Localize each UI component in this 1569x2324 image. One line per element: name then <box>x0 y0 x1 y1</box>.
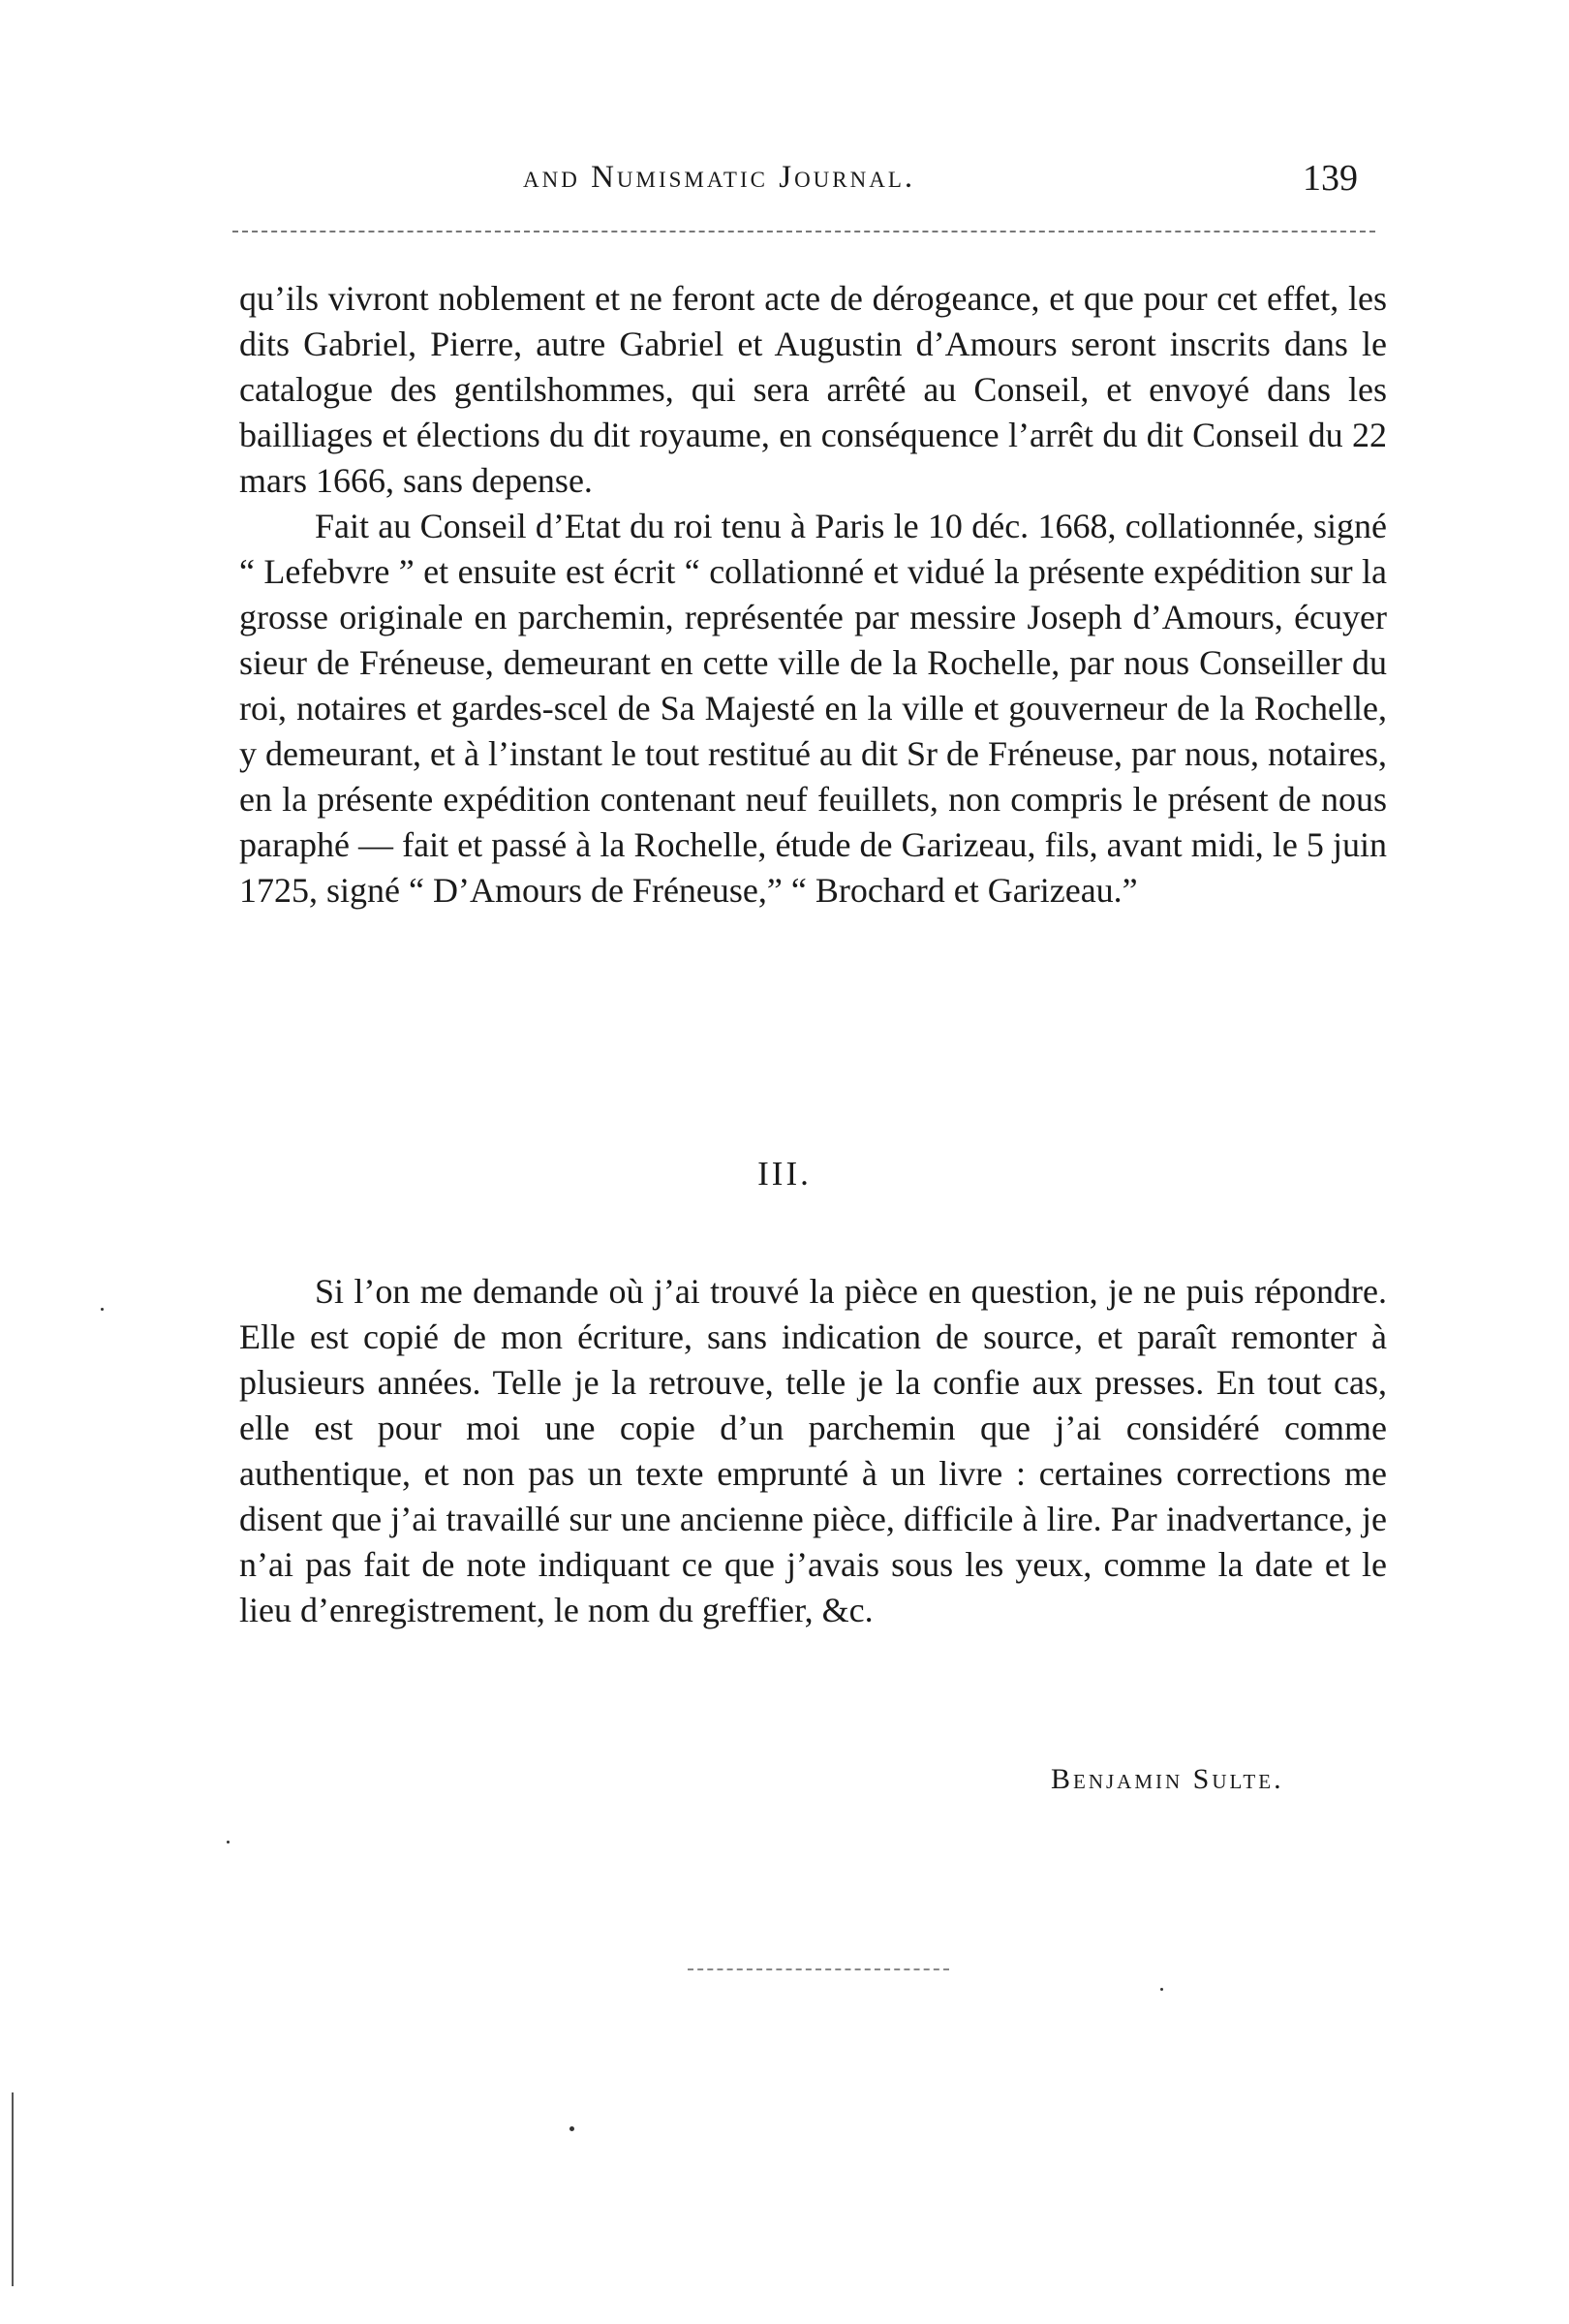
body-text-lower <box>239 1269 1387 1633</box>
paragraph-continuation: qu’ils vivront noblement et ne feront acte de dérogeance, et que pour cet effet, les dits Gabriel, Pierre, autre Gabriel et Augustin d’Amours seront inscrits dans le catalogue des gentilshommes, qui sera arrêté au Conseil, et envoyé dans les bailliages et élections du dit royaume, en conséquence l’arrêt du dit Conseil du 22 mars 1666, sans depense. <box>239 279 1387 500</box>
running-head: and Numismatic Journal. <box>523 160 916 195</box>
paragraph-fait-au-conseil: Fait au Conseil d’Etat du roi tenu à Paris le 10 déc. 1668, collationnée, signé “ Lefebvre ” et ensuite est écrit “ collationné et vidué la présente expédition sur la grosse originale en parchemin, représentée par messire Joseph d’Amours, écuyer sieur de Fréneuse, demeurant en cette ville de la Rochelle, par nous Conseiller du roi, notaires et gardes-scel de Sa Majesté en la ville et gouverneur de la Rochelle, y demeurant, et à l’instant le tout restitué au dit Sr de Fréneuse, par nous, notaires, en la présente expédition contenant neuf feuillets, non compris le présent de nous paraphé — fait et passé à la Rochelle, étude de Garizeau, fils, avant midi, le 5 juin 1725, signé “ D’Amours de Fréneuse,” “ Brochard et Garizeau.” <box>239 507 1387 910</box>
scan-edge-mark <box>12 2092 14 2286</box>
header-rule <box>232 231 1375 232</box>
page-number: 139 <box>1303 158 1358 199</box>
section-heading: III. <box>757 1155 812 1193</box>
body-text-upper <box>239 276 1387 914</box>
paragraph-section-three: Si l’on me demande où j’ai trouvé la pièce en question, je ne puis répondre. Elle est copié de mon écriture, sans indication de source, et paraît remonter à plusieurs années. Telle je la retrouve, telle je la confie aux presses. En tout cas, elle est pour moi une copie d’un parchemin que j’ai considéré comme authentique, et non pas un texte emprunté à un livre : certaines corrections me disent que j’ai travaillé sur une ancienne pièce, difficile à lire. Par inadvertance, je n’ai pas fait de note indiquant ce que j’avais sous les yeux, comme la date et le lieu d’enregistrement, le nom du greffier, &c. <box>239 1272 1387 1629</box>
author-signature: Benjamin Sulte. <box>1051 1763 1284 1795</box>
scan-speck <box>227 1841 230 1844</box>
scan-speck <box>569 2126 574 2131</box>
scan-speck <box>101 1308 104 1311</box>
closing-rule <box>688 1968 949 1970</box>
scan-speck <box>1160 1988 1163 1991</box>
